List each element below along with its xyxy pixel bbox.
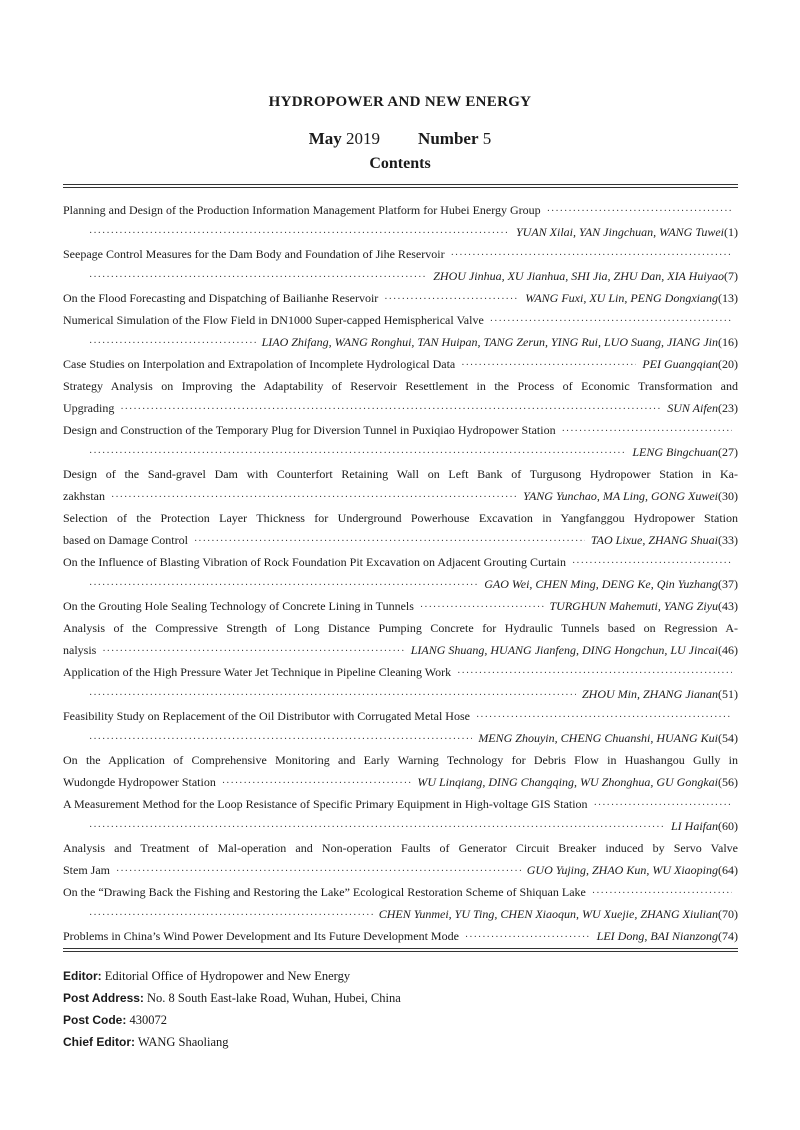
- issue-month: May: [308, 129, 342, 148]
- editor-label: Editor:: [63, 969, 102, 983]
- postcode-row: [63, 1009, 738, 1031]
- toc-entry[interactable]: [63, 793, 738, 837]
- dot-leader: [89, 333, 256, 355]
- toc-title-continued: Upgrading: [63, 401, 115, 415]
- address-row: [63, 987, 738, 1009]
- toc-authors: LENG Bingchuan: [632, 445, 718, 459]
- toc-authors: YUAN Xilai, YAN Jingchuan, WANG Tuwei: [516, 225, 724, 239]
- dot-leader: [547, 201, 732, 223]
- toc-title: Selection of the Protection Layer Thickness for Underground Powerhouse Excavation in Yangfanggou Hydropower Station: [63, 511, 738, 525]
- toc-entry[interactable]: [63, 375, 738, 419]
- dot-leader: [222, 773, 412, 795]
- toc-page: (1): [724, 225, 738, 239]
- toc-entry[interactable]: [63, 661, 738, 705]
- toc-page: (64): [718, 863, 738, 877]
- toc-authors: YANG Yunchao, MA Ling, GONG Xuwei: [523, 489, 718, 503]
- chief-editor-value: WANG Shaoliang: [137, 1035, 229, 1049]
- toc-entry[interactable]: [63, 595, 738, 617]
- toc-title: A Measurement Method for the Loop Resistance of Specific Primary Equipment in High-voltage GIS Station: [63, 797, 588, 811]
- top-rule: [63, 184, 738, 185]
- toc-entry[interactable]: [63, 309, 738, 353]
- issue-number-label: Number: [418, 129, 479, 148]
- contents-heading: Contents: [369, 155, 431, 172]
- dot-leader: [111, 487, 517, 509]
- chief-editor-label: Chief Editor:: [63, 1035, 135, 1049]
- toc-page: (16): [718, 335, 738, 349]
- toc-title: Problems in China’s Wind Power Development and Its Future Development Mode: [63, 929, 459, 943]
- toc-title: Case Studies on Interpolation and Extrapolation of Incomplete Hydrological Data: [63, 357, 456, 371]
- issue-line: [0, 129, 800, 149]
- toc-title: Feasibility Study on Replacement of the Oil Distributor with Corrugated Metal Hose: [63, 709, 470, 723]
- dot-leader: [490, 311, 732, 333]
- toc-page: (56): [718, 775, 738, 789]
- toc-title: On the “Drawing Back the Fishing and Restoring the Lake” Ecological Restoration Scheme of Shiquan Lake: [63, 885, 586, 899]
- toc-page: (33): [718, 533, 738, 547]
- toc-authors: WANG Fuxi, XU Lin, PENG Dongxiang: [525, 291, 718, 305]
- toc-title-continued: Wudongde Hydropower Station: [63, 775, 216, 789]
- toc-page: (74): [718, 929, 738, 943]
- toc-authors: LI Haifan: [670, 819, 718, 833]
- bottom-rule: [63, 948, 738, 949]
- toc-entry[interactable]: [63, 705, 738, 749]
- toc-title: Application of the High Pressure Water Jet Technique in Pipeline Cleaning Work: [63, 665, 452, 679]
- toc-entry[interactable]: [63, 837, 738, 881]
- imprint: [63, 965, 738, 1053]
- toc-entry[interactable]: [63, 551, 738, 595]
- toc-page: (27): [718, 445, 738, 459]
- toc-page: (43): [718, 599, 738, 613]
- dot-leader: [194, 531, 585, 553]
- toc-title: Seepage Control Measures for the Dam Body and Foundation of Jihe Reservoir: [63, 247, 445, 261]
- toc-authors: SUN Aifen: [667, 401, 718, 415]
- toc-authors: CHEN Yunmei, YU Ting, CHEN Xiaoqun, WU Xuejie, ZHANG Xiulian: [378, 907, 718, 921]
- toc-authors: LEI Dong, BAI Nianzong: [596, 929, 718, 943]
- dot-leader: [572, 553, 732, 575]
- toc-authors: ZHOU Jinhua, XU Jianhua, SHI Jia, ZHU Dan, XIA Huiyao: [433, 269, 724, 283]
- toc-page: (46): [718, 643, 738, 657]
- journal-title: HYDROPOWER AND NEW ENERGY: [268, 94, 532, 110]
- toc-title: Design of the Sand-gravel Dam with Counterfort Retaining Wall on Left Bank of Turgusong Hydropower Station in Ka-: [63, 467, 738, 481]
- toc-authors: PEI Guangqian: [642, 357, 718, 371]
- toc-title: Design and Construction of the Temporary Plug for Diversion Tunnel in Puxiqiao Hydropower Station: [63, 423, 556, 437]
- toc-title-continued: Stem Jam: [63, 863, 110, 877]
- toc-authors: LIAO Zhifang, WANG Ronghui, TAN Huipan, TANG Zerun, YING Rui, LUO Suang, JIANG Jin: [261, 335, 718, 349]
- toc-title: On the Influence of Blasting Vibration of Rock Foundation Pit Excavation on Adjacent Grouting Curtain: [63, 555, 566, 569]
- toc-title-continued: zakhstan: [63, 489, 105, 503]
- issue-number: 5: [482, 129, 492, 148]
- toc-entry[interactable]: [63, 199, 738, 243]
- dot-leader: [102, 641, 404, 663]
- dot-leader: [562, 421, 732, 443]
- dot-leader: [476, 707, 732, 729]
- toc-authors: WU Linqiang, DING Changqing, WU Zhonghua, GU Gongkai: [417, 775, 718, 789]
- toc-page: (30): [718, 489, 738, 503]
- dot-leader: [120, 399, 661, 421]
- toc-page: (60): [718, 819, 738, 833]
- dot-leader: [461, 355, 636, 377]
- toc-title: Numerical Simulation of the Flow Field in DN1000 Super-capped Hemispherical Valve: [63, 313, 484, 327]
- toc-entry[interactable]: [63, 617, 738, 661]
- toc-authors: GAO Wei, CHEN Ming, DENG Ke, Qin Yuzhang: [484, 577, 718, 591]
- dot-leader: [451, 245, 732, 267]
- toc-page: (13): [718, 291, 738, 305]
- toc-authors: MENG Zhouyin, CHENG Chuanshi, HUANG Kui: [478, 731, 718, 745]
- toc-title: On the Grouting Hole Sealing Technology of Concrete Lining in Tunnels: [63, 599, 414, 613]
- toc-entry[interactable]: [63, 507, 738, 551]
- toc-entry[interactable]: [63, 243, 738, 287]
- toc-page: (37): [718, 577, 738, 591]
- toc-page: (70): [718, 907, 738, 921]
- toc-authors: GUO Yujing, ZHAO Kun, WU Xiaoping: [526, 863, 718, 877]
- toc-authors: TURGHUN Mahemuti, YANG Ziyu: [549, 599, 718, 613]
- editor-value: Editorial Office of Hydropower and New Energy: [104, 969, 351, 983]
- dot-leader: [457, 663, 732, 685]
- postcode-value: 430072: [129, 1013, 167, 1027]
- toc-entry[interactable]: [63, 881, 738, 925]
- toc-entry[interactable]: [63, 287, 738, 309]
- dot-leader: [89, 443, 626, 465]
- dot-leader: [89, 729, 472, 751]
- editor-row: [63, 965, 738, 987]
- toc-page: (7): [724, 269, 738, 283]
- toc-title-continued: nalysis: [63, 643, 97, 657]
- address-value: No. 8 South East-lake Road, Wuhan, Hubei, China: [147, 991, 401, 1005]
- toc-title: On the Flood Forecasting and Dispatching of Bailianhe Reservoir: [63, 291, 379, 305]
- toc-title: On the Application of Comprehensive Monitoring and Early Warning Technology for Debris Flow in Huashangou Gully in: [63, 753, 738, 767]
- toc-page: (20): [718, 357, 738, 371]
- toc-page: (51): [718, 687, 738, 701]
- toc-entry[interactable]: [63, 749, 738, 793]
- issue-year: 2019: [346, 129, 381, 148]
- toc-authors: ZHOU Min, ZHANG Jianan: [581, 687, 718, 701]
- dot-leader: [89, 267, 427, 289]
- toc-title: Analysis of the Compressive Strength of Long Distance Pumping Concrete for Hydraulic Tunnels based on Regression A-: [63, 621, 738, 635]
- dot-leader: [89, 575, 478, 597]
- dot-leader: [89, 685, 576, 707]
- dot-leader: [89, 223, 510, 245]
- toc-entry[interactable]: [63, 353, 738, 375]
- dot-leader: [89, 817, 665, 839]
- toc-title: Planning and Design of the Production Information Management Platform for Hubei Energy Group: [63, 203, 541, 217]
- toc-page: (54): [718, 731, 738, 745]
- postcode-label: Post Code:: [63, 1013, 127, 1027]
- dot-leader: [592, 883, 732, 905]
- dot-leader: [420, 597, 544, 619]
- toc-authors: LIANG Shuang, HUANG Jianfeng, DING Hongchun, LU Jincai: [410, 643, 718, 657]
- bottom-rule-inner: [63, 951, 738, 952]
- dot-leader: [89, 905, 373, 927]
- dot-leader: [594, 795, 732, 817]
- toc-entry[interactable]: [63, 419, 738, 463]
- toc-title-continued: based on Damage Control: [63, 533, 188, 547]
- dot-leader: [465, 927, 591, 949]
- toc-title: Analysis and Treatment of Mal-operation and Non-operation Faults of Generator Circuit Breaker induced by Servo Valve: [63, 841, 738, 855]
- toc-title: Strategy Analysis on Improving the Adaptability of Reservoir Resettlement in the Process of Economic Transformation and: [63, 379, 738, 393]
- address-label: Post Address:: [63, 991, 144, 1005]
- toc-entry[interactable]: [63, 463, 738, 507]
- dot-leader: [384, 289, 519, 311]
- toc-authors: TAO Lixue, ZHANG Shuai: [590, 533, 718, 547]
- table-of-contents: [63, 199, 738, 947]
- dot-leader: [116, 861, 521, 883]
- toc-entry[interactable]: [63, 925, 738, 947]
- chief-editor-row: [63, 1031, 738, 1053]
- toc-page: (23): [718, 401, 738, 415]
- top-rule-inner: [63, 187, 738, 188]
